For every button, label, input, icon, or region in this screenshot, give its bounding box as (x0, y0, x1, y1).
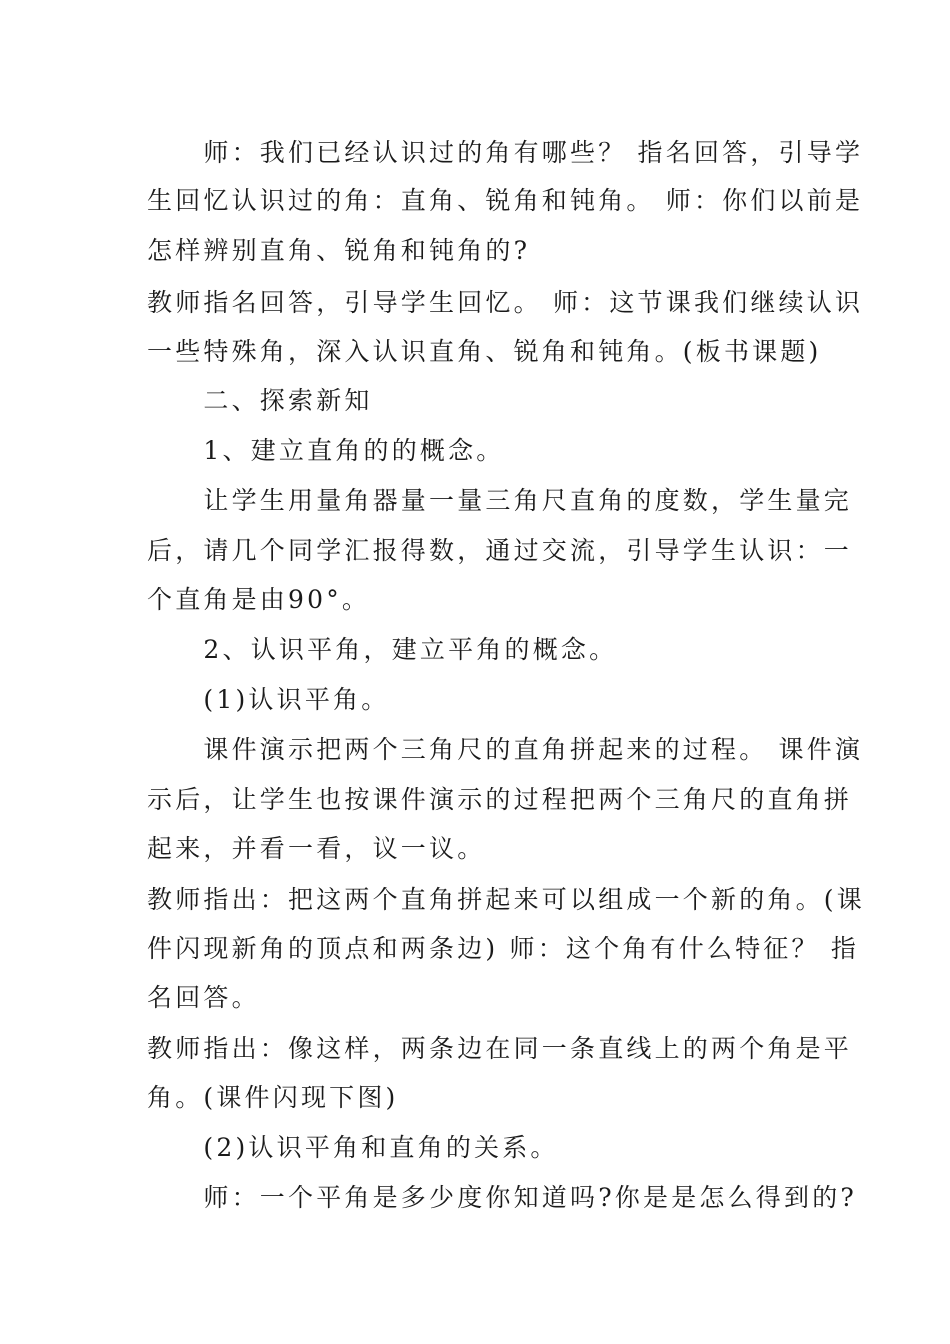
text-line: 课件演示把两个三角尺的直角拼起来的过程。 课件演 (147, 735, 864, 764)
subsection-heading: (2)认识平角和直角的关系。 (147, 1133, 559, 1162)
text-line: 生回忆认识过的角：直角、锐角和钝角。 师：你们以前是 (147, 186, 864, 215)
text-line: 师：我们已经认识过的角有哪些？ 指名回答，引导学 (147, 138, 864, 167)
text-line: 师：一个平角是多少度你知道吗?你是是怎么得到的? (147, 1183, 858, 1212)
text-line: 后，请几个同学汇报得数，通过交流，引导学生认识：一 (147, 536, 853, 565)
text-line: 怎样辨别直角、锐角和钝角的? (147, 236, 531, 265)
text-line: 一些特殊角，深入认识直角、锐角和钝角。(板书课题) (147, 337, 822, 366)
text-line: 示后，让学生也按课件演示的过程把两个三角尺的直角拼 (147, 785, 853, 814)
text-line: 角。(课件闪现下图) (147, 1083, 399, 1112)
text-line: 教师指名回答，引导学生回忆。 师：这节课我们继续认识 (147, 288, 864, 317)
text-line: 名回答。 (147, 983, 260, 1012)
text-line: 个直角是由90°。 (147, 585, 371, 614)
text-line: 起来，并看一看，议一议。 (147, 834, 486, 863)
text-line: 教师指出：把这两个直角拼起来可以组成一个新的角。(课 (147, 885, 865, 914)
text-line: 教师指出：像这样，两条边在同一条直线上的两个角是平 (147, 1034, 853, 1063)
section-heading: 二、探索新知 (147, 386, 373, 415)
subsection-heading: 1、建立直角的的概念。 (147, 436, 505, 465)
subsection-heading: (1)认识平角。 (147, 685, 390, 714)
text-line: 让学生用量角器量一量三角尺直角的度数，学生量完 (147, 486, 853, 515)
text-line: 件闪现新角的顶点和两条边) 师：这个角有什么特征？ 指 (147, 934, 860, 963)
subsection-heading: 2、认识平角，建立平角的概念。 (147, 635, 618, 664)
